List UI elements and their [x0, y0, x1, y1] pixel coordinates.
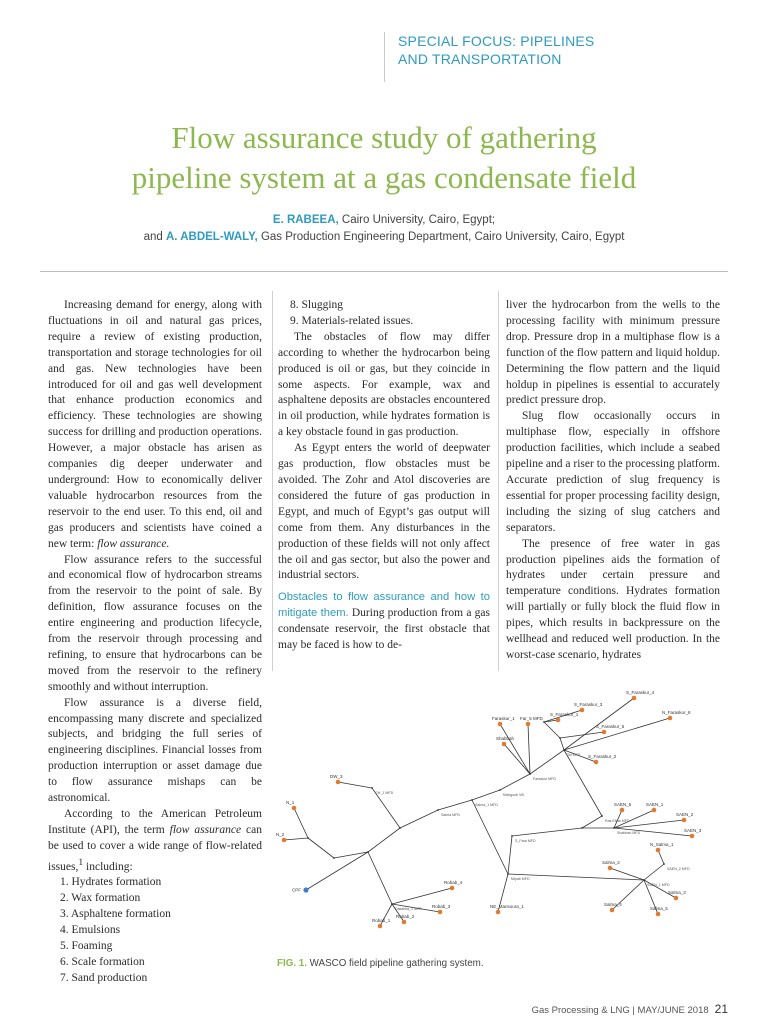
paragraph: Flow assurance is a diverse field, encompassing many discrete and specialized subjects, and bridging the full series of engineering disciplines. Financial losses from production interruption or asset damage due to flow assurance mishaps can be astronomical.	[48, 696, 262, 805]
junction-node	[367, 851, 369, 853]
well-label: DW_3	[330, 774, 343, 779]
junction-node	[437, 809, 439, 811]
column-3	[506, 298, 720, 664]
section-line-2: AND TRANSPORTATION	[398, 51, 562, 67]
well-flowline	[338, 782, 372, 788]
figure-label: FIG. 1.	[277, 958, 307, 969]
junction-label: Mahgoub VIII	[503, 793, 525, 797]
pipeline-segment	[560, 738, 564, 750]
paragraph: The presence of free water in gas production pipelines aids the formation of hydrates under certain pressure and temperature conditions. Hydrates formation will partially or fully block the fluid flow in pipes, which results in backpressure on the wellhead and reduced well production. In the worst-case scenario, hydrates	[506, 537, 720, 661]
well-flowline	[392, 888, 452, 904]
well-node	[556, 718, 561, 723]
junction-node	[601, 815, 603, 817]
paragraph-text: Increasing demand for energy, along with fluctuations in oil and natural gas prices, require a review of existing production, transportation and storage technologies for oil and gas. New technologies have been introduced for oil and gas well development that enhance production economics and efficiency. These technologies are showing success for drilling and production operations. However, a major obstacle has arisen as companies dig deeper underwater and underground: How to economically deliver valuable hydrocarbon resources from the reservoir to the end user. To this end, oil and gas producers and scientists have coined a new term:	[48, 299, 262, 550]
paragraph: Flow assurance refers to the successful and economical flow of hydrocarbon streams from the reservoir to the point of sale. By definition, flow assurance focuses on the entire engineering and production lifecycle, from the reservoir through processing and refining, to ensure that hydrocarbons can be moved from the reservoir to the refinery smoothly and without interruption.	[48, 553, 262, 693]
subheading: Obstacles to flow assurance and how to mitigate them.	[278, 591, 490, 620]
pipeline-segment	[500, 774, 530, 790]
column-1	[48, 298, 262, 987]
junction-node	[511, 835, 513, 837]
pipeline-edges	[284, 698, 692, 926]
pipeline-segment	[400, 810, 438, 828]
pipeline-segment	[512, 828, 582, 836]
well-label: SAEN_5	[614, 802, 632, 807]
list-item: 1. Hydrates formation	[60, 876, 162, 889]
junction-label: Salma MFD	[441, 813, 460, 817]
well-node	[610, 908, 615, 913]
issues-list-1	[48, 875, 262, 986]
well-label: N_1	[286, 800, 295, 805]
pipeline-segment	[308, 838, 334, 858]
well-label: SAEN_2	[676, 812, 694, 817]
well-node	[652, 808, 657, 813]
well-node	[502, 742, 507, 747]
junction-node	[613, 827, 615, 829]
well-flowline	[294, 808, 308, 838]
well-node	[498, 722, 503, 727]
well-flowline	[610, 868, 644, 880]
junction-node	[371, 787, 373, 789]
junction-node	[391, 903, 393, 905]
well-label: NE_Mansoura_1	[490, 904, 524, 909]
well-label: Robab_3	[432, 904, 451, 909]
well-label: Faraskur_1	[492, 716, 515, 721]
well-flowline	[528, 724, 530, 774]
pipeline-segment	[508, 836, 512, 874]
list-item: 7. Sand production	[60, 971, 148, 984]
junction-label: Faraskur MFD	[533, 777, 556, 781]
pipeline-segment	[530, 750, 564, 774]
title-line-1: Flow assurance study of gathering	[171, 120, 597, 155]
paragraph: The obstacles of flow may differ according to whether the hydrocarbon being produced is oil or gas, but they coincide in some aspects. For example, wax and asphaltene deposits are obstacles encountered in oil production, while hydrates formation is a key obstacle found in gas production.	[278, 330, 490, 439]
figure-caption-text: WASCO field pipeline gathering system.	[306, 958, 484, 969]
paragraph-text: including:	[83, 860, 133, 873]
junction-node	[643, 879, 645, 881]
author-2-affiliation: Gas Production Engineering Department, Cairo University, Cairo, Egypt	[257, 231, 625, 243]
well-node	[668, 716, 673, 721]
pipeline-segment	[472, 800, 508, 874]
issues-list-2	[278, 298, 490, 330]
author-2-name: A. ABDEL-WALY,	[165, 231, 258, 243]
junction-node	[529, 773, 531, 775]
paragraph: Slug flow occasionally occurs in multiphase flow, especially in offshore production facilities, which include a seabed pipeline and a riser to the processing platform. Accurate prediction of slug frequency is essential for proper processing facility design, including the sizing of slug catchers and separators.	[506, 410, 720, 534]
pipeline-segment	[582, 816, 602, 828]
well-label: S_Faraskur_3	[574, 702, 603, 707]
column-divider-1	[272, 291, 273, 671]
well-node	[496, 910, 501, 915]
author-line-1	[40, 212, 728, 229]
list-item: 8. Slugging	[290, 299, 344, 311]
well-label: N_Faraskur_8	[662, 710, 691, 715]
figure-caption	[277, 958, 484, 969]
junction-label: Ras Elbar MFD	[605, 819, 630, 823]
list-item: 6. Scale formation	[60, 955, 145, 968]
network-labels	[276, 690, 702, 923]
junction-node	[559, 737, 561, 739]
pipeline-segment	[472, 790, 500, 800]
well-label: Shabbah	[496, 736, 515, 741]
well-node	[450, 886, 455, 891]
junction-node	[663, 863, 665, 865]
junction-node	[333, 857, 335, 859]
author-line-2	[40, 229, 728, 246]
list-item: 4. Emulsions	[60, 924, 121, 937]
well-flowline	[500, 724, 530, 774]
pipeline-segment	[368, 828, 400, 852]
journal-issue: Gas Processing & LNG | MAY/JUNE 2018	[531, 1005, 709, 1016]
list-item: 9. Materials-related issues.	[290, 314, 414, 327]
well-node	[682, 818, 687, 823]
page-footer	[532, 1002, 728, 1016]
authors	[40, 212, 728, 246]
well-label: S_Faraskur_1	[550, 712, 579, 717]
paragraph: As Egypt enters the world of deepwater gas production, flow obstacles must be avoided. The Zohr and Atol discoveries are considered the future of gas production in Egypt, and much of Egypt’s gas output will come from them. Any disturbances in the production of these fields will not only affect the oil and gas sector, but also the power and industrial sectors.	[278, 442, 490, 582]
well-node	[526, 722, 531, 727]
author-1-affiliation: Cairo University, Cairo, Egypt;	[338, 214, 496, 226]
section-tag	[384, 32, 594, 82]
well-label: SAEN_1	[646, 802, 664, 807]
well-label: Salma_2	[602, 860, 620, 865]
well-label: Far_5 MFD	[520, 716, 543, 721]
junction-label: Dakahlia_1 MFD	[395, 907, 422, 911]
junction-label: Salma_1 MFD	[475, 803, 498, 807]
column-2	[278, 298, 490, 654]
author-1-name: E. RABEEA,	[272, 214, 339, 226]
column-divider-2	[498, 291, 499, 671]
junction-node	[507, 873, 509, 875]
junction-label: Tal MFD	[567, 753, 581, 757]
well-node	[674, 896, 679, 901]
well-label: Salma_3	[668, 890, 686, 895]
cpf-node	[303, 887, 308, 892]
well-label: Salma_4	[604, 902, 622, 907]
well-label: N_Salma_1	[650, 842, 674, 847]
well-node	[656, 848, 661, 853]
author-2-prefix: and	[143, 231, 166, 243]
well-node	[602, 730, 607, 735]
well-label: N_2	[276, 832, 285, 837]
junction-node	[581, 827, 583, 829]
list-item: 2. Wax formation	[60, 892, 141, 905]
junction-label: Mtyab MFD	[511, 877, 530, 881]
article-title	[40, 118, 728, 198]
paragraph	[48, 807, 262, 875]
junction-node	[307, 837, 309, 839]
well-node	[378, 924, 383, 929]
junction-node	[471, 799, 473, 801]
well-node	[438, 910, 443, 915]
paragraph	[48, 298, 262, 553]
section-line-1: SPECIAL FOCUS: PIPELINES	[398, 33, 595, 49]
well-label: Robab_1	[372, 918, 391, 923]
paragraph-text: According to the American Petroleum Institute (API), the term	[48, 808, 262, 836]
well-label: S_Faraskur_2	[588, 754, 617, 759]
junction-label: GH_1 MFD	[375, 791, 394, 795]
well-node	[580, 708, 585, 713]
junction-label: S_Fara MFD	[515, 839, 536, 843]
well-node	[292, 806, 297, 811]
list-item: 5. Foaming	[60, 940, 113, 953]
emphasis-term: flow assurance	[169, 823, 242, 836]
header-rule	[40, 271, 728, 272]
cpf-label: CPF	[292, 887, 301, 893]
well-label: Robab_2	[396, 914, 415, 919]
well-node	[336, 780, 341, 785]
well-node	[690, 834, 695, 839]
well-label: Robab_4	[444, 880, 463, 885]
emphasis-term: flow assurance.	[97, 537, 170, 550]
well-label: S_Faraskur_5	[596, 724, 625, 729]
pipeline-segment	[544, 722, 560, 738]
pipeline-segment	[438, 800, 472, 810]
well-flowline	[284, 838, 308, 840]
junction-node	[399, 827, 401, 829]
well-flowline	[504, 744, 530, 774]
well-flowline	[564, 718, 670, 750]
junction-node	[499, 789, 501, 791]
well-node	[608, 866, 613, 871]
pipeline-network-figure	[272, 678, 728, 954]
junction-node	[563, 749, 565, 751]
well-label: Salma_5	[650, 906, 668, 911]
paragraph-text: During production from a gas condensate reservoir, the first obstacle that may be faced is how to de-	[278, 607, 490, 652]
paragraph: liver the hydrocarbon from the wells to the processing facility with minimum pressure drop. Pressure drop in a multiphase flow is a function of the flow pattern and liquid holdup. Determining the flow pattern and the liquid holdup in pipelines is essential to accurately predict pressure drop.	[506, 299, 720, 407]
paragraph	[278, 590, 490, 654]
network-diagram	[272, 678, 728, 954]
paragraph-text: can be used to cover a wide range of flow-related issues,	[48, 823, 262, 873]
title-line-2: pipeline system at a gas condensate field	[131, 160, 637, 195]
well-node	[656, 912, 661, 917]
network-nodes	[282, 696, 695, 929]
junction-label: Shabbah MFD	[617, 831, 641, 835]
well-label: SAEN_3	[684, 828, 702, 833]
junction-label: SAEN_2 MFD	[667, 867, 690, 871]
list-item: 3. Asphaltene formation	[60, 908, 171, 921]
junction-label: SAEN_1 MFD	[647, 883, 670, 887]
well-node	[594, 760, 599, 765]
pipeline-segment	[644, 864, 664, 880]
well-node	[620, 808, 625, 813]
page-number: 21	[714, 1002, 728, 1016]
well-node	[402, 920, 407, 925]
well-node	[282, 838, 287, 843]
well-label: S_Faraskur_4	[626, 690, 655, 695]
footnote-ref: 1	[78, 856, 84, 868]
pipeline-segment	[368, 852, 392, 904]
well-node	[632, 696, 637, 701]
junction-node	[543, 721, 545, 723]
